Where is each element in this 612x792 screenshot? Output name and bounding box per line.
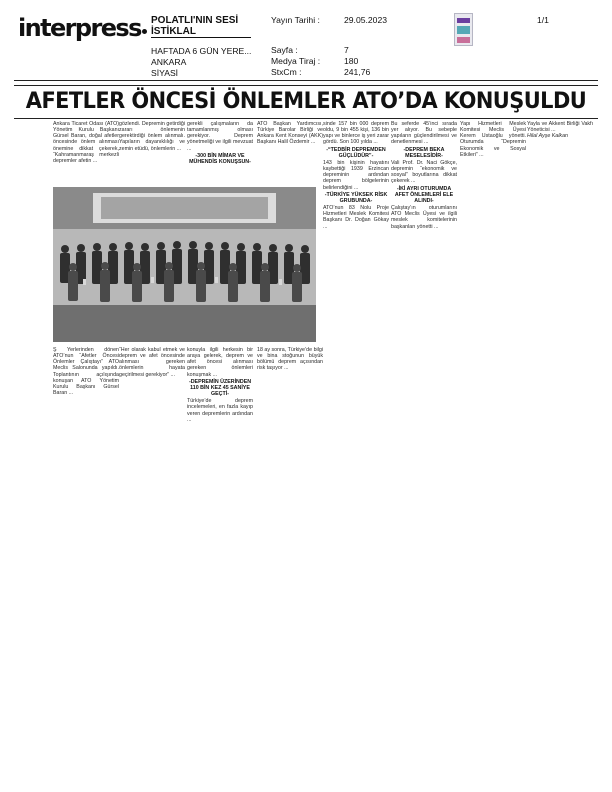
article-lower-column-2: “Her olarak kabul etmek ve deprem ve afet öncesinde alınması gereken önlemlerin hayata geçirilmesi gerekiyor” ... [119, 347, 185, 378]
value-page: 7 [344, 45, 349, 56]
subheading: -İKİ AYRI OTURUMDA AFET ÖNLEMLERİ ELE ALINDI- [394, 185, 454, 204]
value-circulation: 180 [344, 56, 359, 67]
source-subtitle: İSTİKLAL [151, 26, 251, 38]
article-column-3: gerekli çalışmaların da tamamlanmış olması gerekiyor. Deprem yönetmeliği ve ilgili mevzuat ... -300 BİN MİMAR VE MÜHENDİS KONUŞSUN- [187, 121, 253, 165]
article-column-5: sinde 157 bin 000 deprem oldu, 9 bin 455 kişi, 136 bin yapı ve binlerce iş yeri zarar gördü. Son 100 yılda ... -“TEDBİR DEPREMDEN GÜÇLÜDÜR”- 143 bin kişinin hayatını kaybettiği 1939 Erzincan depreminin ardından deprem bölgelerinin belirlendiğini ... -TÜRKİYE YÜKSEK RİSK GRUBUNDA- ATO’nun 83 Nolu Proje Hizmetleri Meslek Komitesi Başkanı Dr. Doğan Gökay ... [323, 121, 389, 230]
source-info [151, 15, 251, 79]
subheading: -“TEDBİR DEPREMDEN GÜÇLÜDÜR”- [326, 146, 386, 159]
article-column-2: gözlendi. Depremin getirdiği zararı önlemenin gerektirdiği önlem alınmalı. Yapıların dayanıklılığı ve zemin etüdü, önlemlerin ... [119, 121, 185, 152]
article-lower-column-4: 18 ay sonra, Türkiye’de bilgi ve bina stoğunun büyük bölümü deprem açısından risk taşıyor ... [257, 347, 323, 372]
source-name: POLATLI'NIN SESİ [151, 15, 239, 26]
header-divider [14, 80, 598, 81]
label-page: Sayfa : [271, 45, 298, 56]
page-thumbnail[interactable] [454, 13, 473, 46]
meta-values [344, 15, 387, 78]
value-date: 29.05.2023 [344, 15, 388, 25]
value-area: 241,76 [344, 67, 371, 78]
page-count: 1/1 [537, 15, 549, 25]
article-lower-column-3: konuyla ilgili herkesin bir araya gelerek, deprem ve afet öncesi alınması gereken önlemleri konuşmak ... -DEPREMİN ÜZERİNDEN 110 BİN KEZ 45 SANİYE GEÇTİ- Türkiye’de deprem incelemeleri, en fazla kayıp veren depremlerin ardından ... [187, 347, 253, 423]
label-circulation: Medya Tiraj : [271, 56, 321, 67]
frequency: HAFTADA 6 GÜN YERE... [151, 46, 252, 56]
article-headline: AFETLER ÖNCESİ ÖNLEMLER ATO’DA KONUŞULDU [25, 88, 587, 114]
section: SİYASİ [151, 68, 179, 79]
city: ANKARA [151, 57, 187, 68]
meta-labels [271, 15, 320, 78]
article-column-8: Yayla ve Akkent Birliği Vakfı Yöneticisi ... Hilal Ayşe Kalkan [527, 121, 593, 140]
article-author: Hilal Ayşe Kalkan [527, 133, 568, 140]
subheading: -300 BİN MİMAR VE MÜHENDİS KONUŞSUN- [189, 152, 251, 165]
article-column-6: Bu seferde 45’inci sırada yer alıyor. Bu sebeple yapıların güçlendirilmesi ve denetlenmesi ... -DEPREM BEKA MESELESİDİR- Vali Prof. Dr. Naci Gökçe, depremin “ekonomik ve sosyal” boyutlarına dikkat çekerek ... -İKİ AYRI OTURUMDA AFET ÖNLEMLERİ ELE ALINDI- Çalıştay’ın oturumlarını ATO Meclis Üyesi ve ilgili meslek komitelerinin başkanları yönetti ... [391, 121, 457, 230]
label-area: StxCm : [271, 67, 302, 78]
label-date: Yayın Tarihi : [271, 15, 320, 25]
event-group-photo [53, 187, 316, 342]
article-lower-column-1: Ş Yerlerinden dönen ATO’nun “Afetler Öncesi Önlemler Çalıştayı” ATO Meclis Salonunda yapıldı. Toplantının açılışında konuşan ATO Yönetim Kurulu Başkanı Gürsel Baran ... [53, 347, 119, 397]
header-divider-secondary [14, 85, 598, 86]
subheading: -DEPREM BEKA MESELESİDİR- [403, 146, 445, 159]
subheading: -TÜRKİYE YÜKSEK RİSK GRUBUNDA- [324, 191, 388, 204]
article-column-4: ATO Başkan Yardımcısı, Türkiye Barolar Birliği ve Ankara Kent Konseyi (AKK) Başkanı Halil Özdemir ... [257, 121, 323, 146]
subheading: -DEPREMİN ÜZERİNDEN 110 BİN KEZ 45 SANİYE GEÇTİ- [188, 378, 252, 398]
headline-divider [14, 118, 598, 119]
interpress-logo: interpress [18, 14, 147, 42]
article-column-7: Yapı Hizmetleri Meslek Komitesi Meclis Üyesi Kerem Ustaoğlu yönetti. Oturumda “Depremin Ekonomik ve Sosyal Etkileri” ... [460, 121, 526, 158]
article-column-1: Ankara Ticaret Odası (ATO) Yönetim Kurulu Başkanı Gürsel Baran, doğal afetler öncesinde önlem alınması önemine dikkat çekerek, “Kahramanmaraş merkezli depremler afetin ... [53, 121, 119, 164]
